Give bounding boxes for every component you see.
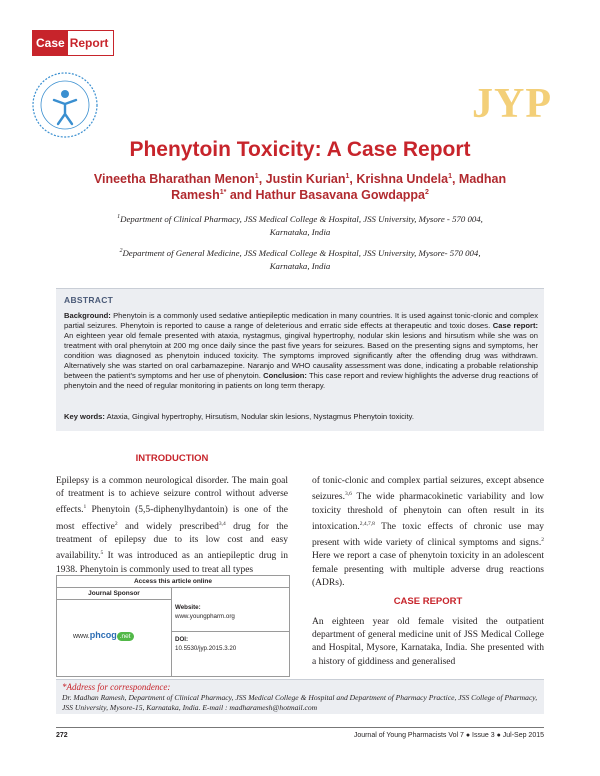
authors-line-2: Ramesh$^{1*}$ and Hathur Basavana Gowdappa$^2$	[171, 188, 429, 202]
tag-report: Report	[69, 36, 109, 50]
sponsor-logo: www.phcog .net	[73, 630, 134, 641]
affiliation-2: $^2$Department of General Medicine, JSS Medical College & Hospital, JSS University, Mysore- 570 004, Karnataka, India	[119, 247, 481, 271]
doi-info: DOI: 10.5530/jyp.2015.3.20	[175, 636, 237, 652]
case-paragraph-1: An eighteen year old female visited the outpatient department of general medicine unit of JSS Medical College and Hospital, Mysore, Karnataka, India. She presented with a history of giddiness and generalised	[312, 617, 544, 667]
correspondence-box	[56, 679, 544, 714]
abstract-heading: ABSTRACT	[64, 295, 114, 305]
access-article-box	[56, 575, 290, 677]
abstract-body: Background: Phenytoin is a commonly used sedative antiepileptic medication in many countries. It is used against tonic-clonic and complex partial seizures. Phenytoin is reported to cause a range of deleterious and erratic side effects at therapeutic and toxic doses. Case report: An eighteen year old female presented with ataxia, nystagmus, gingival hypertrophy, nodular skin lesions and hirsutism while she was on treatment with oral phenytoin at 200 mg once daily since the past five years for seizures. Based on the presenting signs and symptoms, her condition was diagnosed as phenytoin induced toxicity. The symptoms improved significantly after the offending drug was withdrawn. Alternatively she was started on oral carbamazepine. Naranjo and WHO causality assessment was done, indicating a probable relationship between the patient's symptoms and her use of phenytoin. Conclusion: This case report and review highlights the adverse drug reactions of phenytoin and the need of regular monitoring in patients on long term therapy.	[64, 311, 539, 390]
key-words: Key words: Ataxia, Gingival hypertrophy, Hirsutism, Nodular skin lesions, Nystagmus Phenytoin toxicity.	[64, 412, 415, 421]
sponsor-logo-area	[57, 600, 172, 676]
access-heading: Access this article online	[57, 576, 289, 588]
intro-paragraph-1: Epilepsy is a common neurological disorder. The main goal of treatment is to achieve seizure control without adverse effects.$^1$ Phenytoin (5,5-diphenylhydantoin) is one of the most effective$^2$ and widely prescribed$^{3,4}$ drug for the treatment of epilepsy due to its low cost and easy availability.$^5$ It was introduced as an antiepileptic drug in 1938. Phenytoin is commonly used to treat all types	[56, 476, 288, 575]
correspondence-title: *Address for correspondence:	[62, 682, 171, 692]
journal-abbrev-logo: JYP	[472, 81, 552, 127]
page-number: 272	[56, 732, 68, 739]
authors-line-1: Vineetha Bharathan Menon$^1$, Justin Kurian$^1$, Krishna Undela$^1$, Madhan	[93, 172, 507, 186]
affiliation-1: $^1$Department of Clinical Pharmacy, JSS Medical College & Hospital, JSS University, Mysore - 570 004, Karnataka, India	[117, 213, 483, 237]
case-report-heading: CASE REPORT	[393, 596, 463, 607]
introduction-heading: INTRODUCTION	[135, 453, 209, 464]
journal-sponsor-label: Journal Sponsor	[57, 588, 172, 600]
page-footer	[56, 727, 544, 740]
abstract-box	[56, 288, 544, 431]
correspondence-text: Dr. Madhan Ramesh, Department of Clinical Pharmacy, JSS Medical College & Hospital and Department of Pharmacy Practice, JSS College of Pharmacy, JSS University, Mysore-15, Karnataka, India. E-mail : madharamesh@hotmail.com	[62, 693, 538, 712]
access-divider	[172, 631, 289, 632]
doi-link[interactable]: 10.5530/jyp.2015.3.20	[175, 644, 237, 652]
article-title: Phenytoin Toxicity: A Case Report	[129, 138, 471, 161]
journal-logo-icon	[30, 70, 100, 140]
website-info: Website: www.youngpharm.org	[175, 604, 235, 620]
tag-case: Case	[32, 31, 68, 55]
journal-citation: Journal of Young Pharmacists Vol 7 ● Issue 3 ● Jul-Sep 2015	[353, 732, 544, 739]
article-type-tag	[32, 30, 114, 56]
intro-paragraph-2: of tonic-clonic and complex partial seizures, except absence seizures.$^{3,6}$ The wide pharmacokinetic variability and low toxicity threshold of phenytoin can often result in its intoxication.$^{2,4,7,8}$ The toxic effects of chronic use may present with wide variety of clinical symptoms and signs.$^2$ Here we report a case of phenytoin toxicity in an adolescent female presenting with multiple adverse drug reactions (ADRs).	[312, 476, 544, 588]
website-link[interactable]: www.youngpharm.org	[175, 612, 235, 620]
